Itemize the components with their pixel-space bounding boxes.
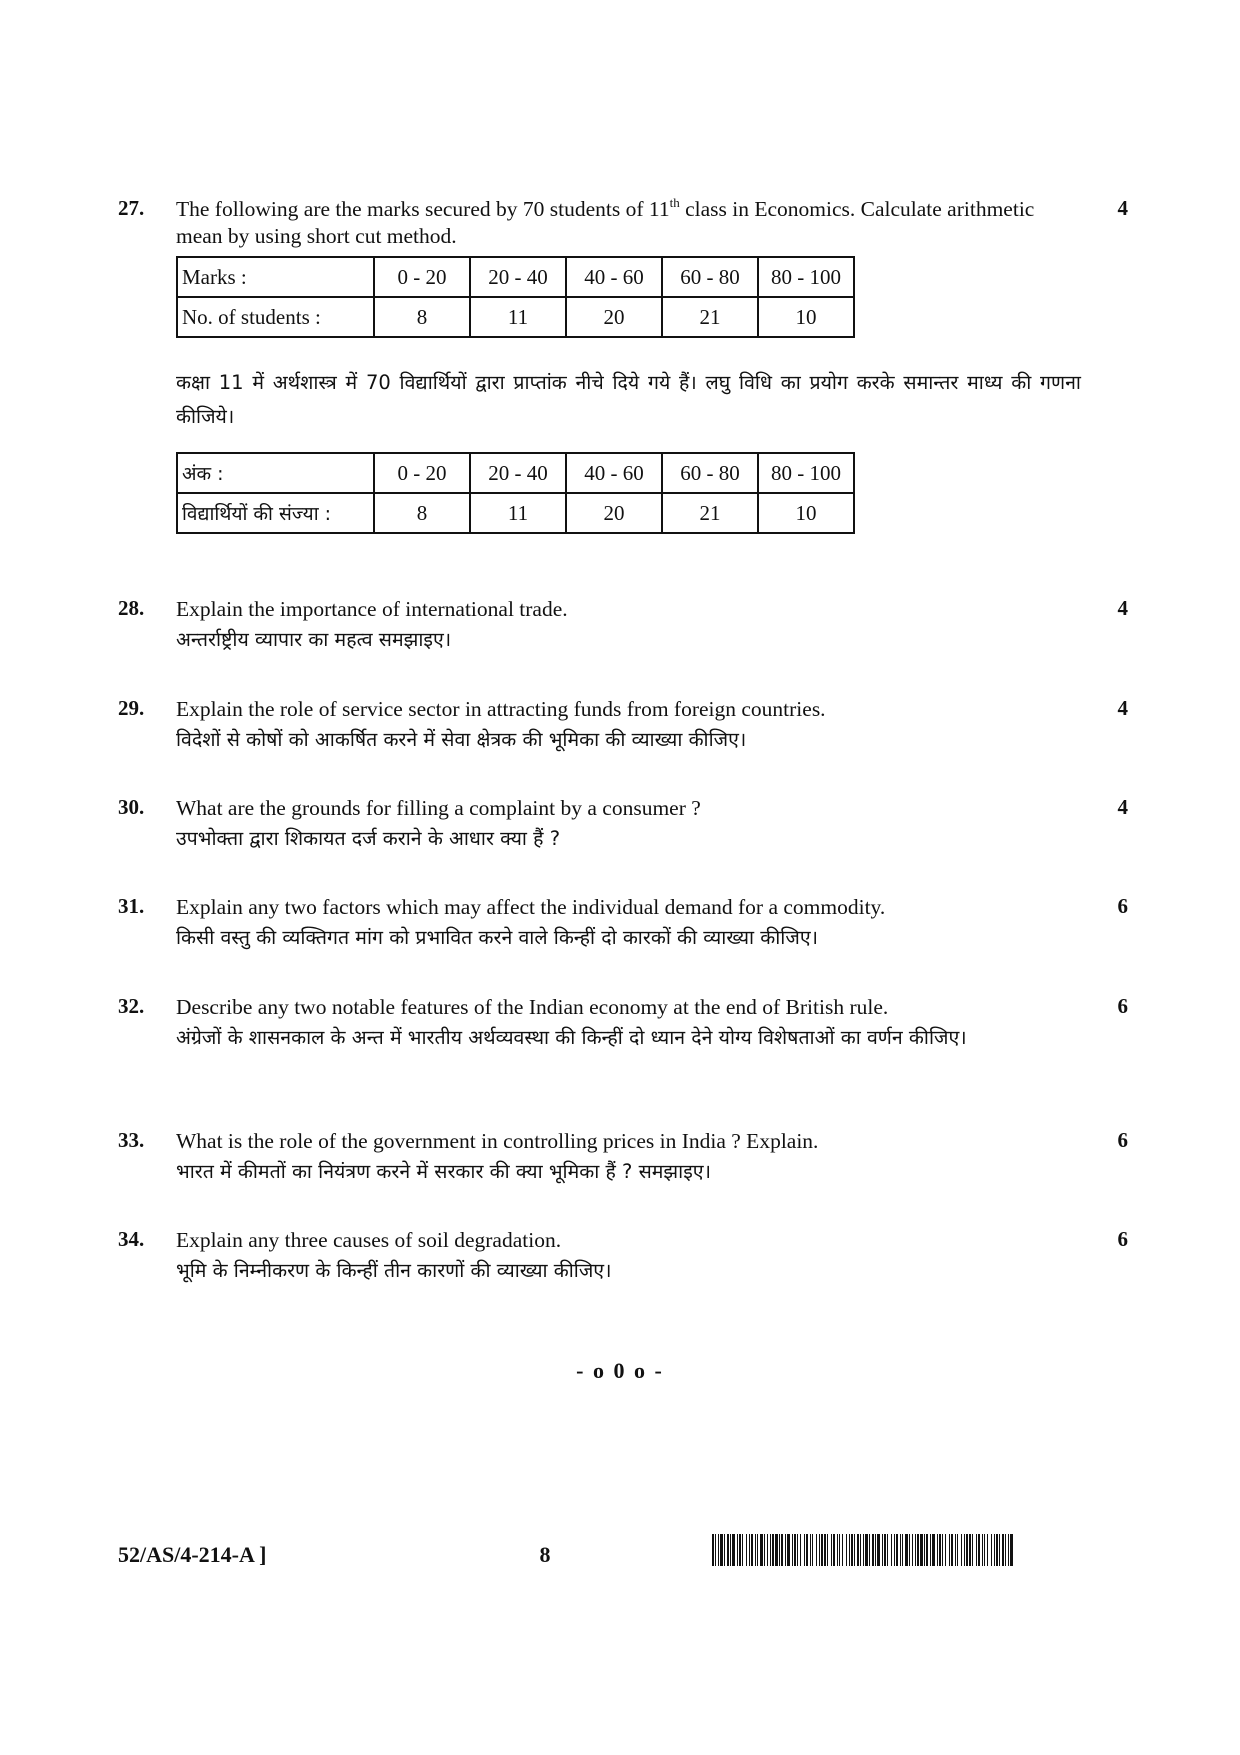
question-number: 32. [118, 994, 145, 1018]
end-of-paper-separator: - o 0 o - [576, 1358, 664, 1383]
question-marks: 4 [1117, 795, 1128, 819]
table-cell: 21 [662, 493, 758, 533]
question-text-english: Describe any two notable features of the Indian economy at the end of British rule. [176, 995, 889, 1019]
page-number: 8 [539, 1542, 551, 1567]
question-text-hindi: भूमि के निम्नीकरण के किन्हीं तीन कारणों की व्याख्या कीजिए। [176, 1259, 612, 1282]
question-number: 29. [118, 696, 145, 720]
question-text-english: The following are the marks secured by 70 students of 11th class in Economics. Calculate arithmetic mean by using short cut method. [176, 194, 1035, 248]
question-text-hindi: किसी वस्तु की व्यक्तिगत मांग को प्रभावित करने वाले किन्हीं दो कारकों की व्याख्या कीजिए। [176, 926, 819, 949]
barcode-image [712, 1534, 1014, 1566]
table-cell: 80 - 100 [758, 453, 854, 493]
question-number: 27. [118, 196, 145, 220]
table-cell: 40 - 60 [566, 453, 662, 493]
question-number: 33. [118, 1128, 145, 1152]
question-marks: 6 [1117, 994, 1128, 1018]
question-34 [118, 1227, 1128, 1288]
question-33 [118, 1128, 1128, 1189]
question-marks: 6 [1117, 894, 1128, 918]
question-marks: 6 [1117, 1128, 1128, 1152]
question-number: 31. [118, 894, 145, 918]
table-cell: 10 [758, 493, 854, 533]
question-31 [118, 894, 1128, 955]
question-text-english: Explain the importance of international trade. [176, 597, 568, 621]
question-marks: 6 [1117, 1227, 1128, 1251]
table-cell: 60 - 80 [662, 257, 758, 297]
table-cell: 21 [662, 297, 758, 337]
table-cell: 8 [374, 297, 470, 337]
question-text-english: Explain any two factors which may affect the individual demand for a commodity. [176, 895, 886, 919]
question-text-english: What are the grounds for filling a complaint by a consumer ? [176, 796, 701, 820]
paper-code: 52/AS/4-214-A ] [118, 1542, 267, 1567]
frequency-table-hindi [176, 452, 855, 534]
question-text-hindi: विदेशों से कोषों को आकर्षित करने में सेवा क्षेत्रक की भूमिका की व्याख्या कीजिए। [176, 728, 747, 751]
question-text-hindi: अंग्रेजों के शासनकाल के अन्त में भारतीय अर्थव्यवस्था की किन्हीं दो ध्यान देने योग्य विशेषताओं का वर्णन कीजिए। [176, 1026, 967, 1049]
table-cell: 20 - 40 [470, 257, 566, 297]
table-cell: 10 [758, 297, 854, 337]
question-text-hindi: भारत में कीमतों का नियंत्रण करने में सरकार की क्या भूमिका हैं ? समझाइए। [176, 1160, 711, 1183]
question-29 [118, 696, 1128, 757]
table-cell: 40 - 60 [566, 257, 662, 297]
question-number: 34. [118, 1227, 145, 1251]
question-marks: 4 [1117, 696, 1128, 720]
table-cell: 8 [374, 493, 470, 533]
table-cell: 0 - 20 [374, 453, 470, 493]
table-cell: 11 [470, 297, 566, 337]
table-row [177, 297, 854, 337]
question-28 [118, 596, 1128, 657]
table-cell: 0 - 20 [374, 257, 470, 297]
table-row [177, 257, 854, 297]
question-number: 30. [118, 795, 145, 819]
table-cell: Marks : [177, 257, 374, 297]
question-marks: 4 [1117, 196, 1128, 220]
table-cell: 60 - 80 [662, 453, 758, 493]
table-cell: 80 - 100 [758, 257, 854, 297]
table-cell: विद्यार्थियों की संज्या : [177, 493, 374, 533]
table-cell: 11 [470, 493, 566, 533]
question-27 [118, 196, 1128, 534]
question-text-english: What is the role of the government in controlling prices in India ? Explain. [176, 1129, 819, 1153]
question-text-hindi: उपभोक्ता द्वारा शिकायत दर्ज कराने के आधार क्या हैं ? [176, 827, 561, 850]
frequency-table-english [176, 256, 855, 338]
table-row [177, 493, 854, 533]
question-number: 28. [118, 596, 145, 620]
question-text-english: Explain any three causes of soil degradation. [176, 1228, 562, 1252]
question-32 [118, 994, 1128, 1055]
table-row [177, 453, 854, 493]
question-text-hindi: कक्षा 11 में अर्थशास्त्र में 70 विद्यार्थियों द्वारा प्राप्तांक नीचे दिये गये हैं। लघु विधि का प्रयोग करके समान्तर माध्य की गणना कीजिये। [176, 371, 1081, 428]
question-text-hindi: अन्तर्राष्ट्रीय व्यापार का महत्व समझाइए। [176, 628, 452, 651]
table-cell: 20 [566, 297, 662, 337]
question-30 [118, 795, 1128, 856]
table-cell: No. of students : [177, 297, 374, 337]
question-marks: 4 [1117, 596, 1128, 620]
question-text-english: Explain the role of service sector in attracting funds from foreign countries. [176, 697, 826, 721]
table-cell: अंक : [177, 453, 374, 493]
table-cell: 20 - 40 [470, 453, 566, 493]
table-cell: 20 [566, 493, 662, 533]
